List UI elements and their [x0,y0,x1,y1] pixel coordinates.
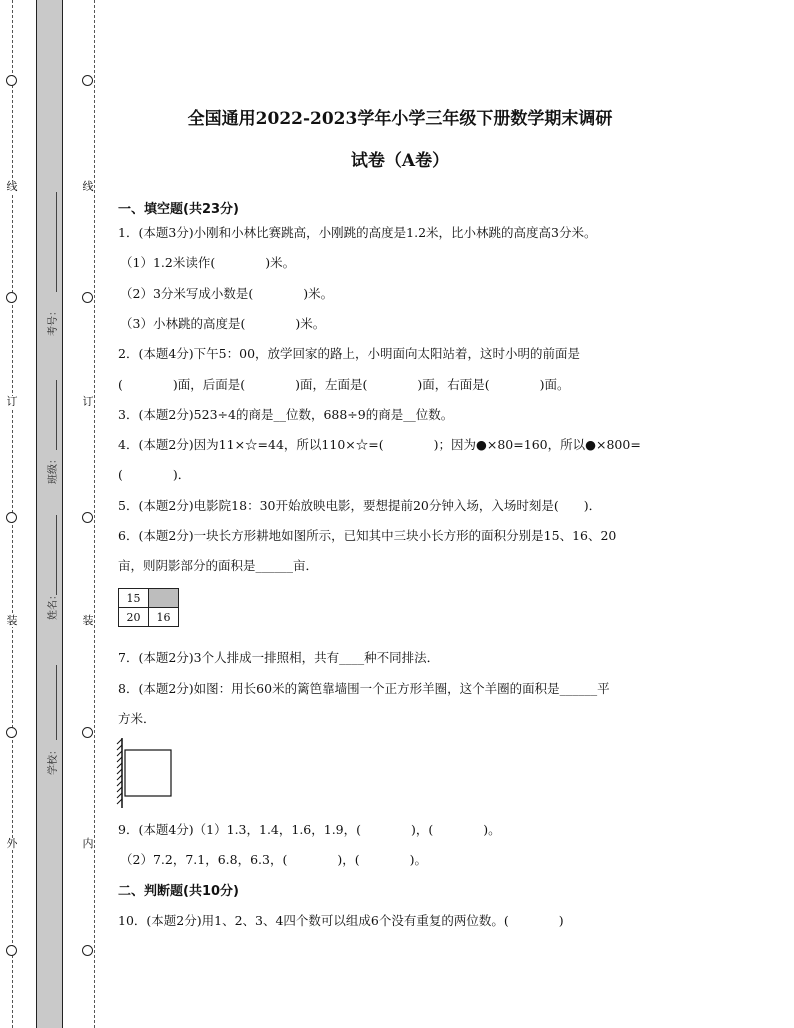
question-line: 4．(本题2分)因为11×☆=44，所以110×☆=( )；因为●×80=160，所以●×800= [118,437,641,452]
margin-char-ding-inner: 订 [82,395,94,408]
binding-hole [82,727,93,738]
field-label-kaohao: 考号： [48,306,59,336]
binding-hole [6,727,17,738]
question-line: 10．(本题2分)用1、2、3、4四个数可以组成6个没有重复的两位数。( ) [118,913,564,928]
question-line: （3）小林跳的高度是( )米。 [120,316,326,331]
question-line: 6．(本题2分)一块长方形耕地如图所示，已知其中三块小长方形的面积分别是15、16、20 [118,528,617,543]
margin-char-xian-outer: 线 [6,180,18,193]
question-line: （2）3分米写成小数是( )米。 [120,286,334,301]
question-line: （2）7.2，7.1，6.8，6.3，( )，( )。 [120,852,427,867]
margin-char-zhuang-inner: 装 [82,614,94,627]
margin-char-xian-inner: 线 [82,180,94,193]
section-heading-fill-blank: 一、填空题(共23分) [118,202,239,217]
binding-hole [6,75,17,86]
strip-border-right [62,0,63,1028]
question-line: ( )面，后面是( )面，左面是( )面，右面是( )面。 [118,377,570,392]
question-line: （1）1.2米读作( )米。 [120,255,296,270]
question-line: 1．(本题3分)小刚和小林比赛跳高，小刚跳的高度是1.2米，比小林跳的高度高3分米。 [118,225,597,240]
margin-char-nei-inner: 内 [82,837,94,850]
fence-wall-figure [116,736,178,810]
field-line-xuexiao[interactable] [56,665,57,740]
field-label-banji: 班级： [48,454,59,484]
exam-title-line1: 全国通用2022-2023学年小学三年级下册数学期末调研 [187,109,613,129]
question-line: 5．(本题2分)电影院18：30开始放映电影，要想提前20分钟入场，入场时刻是( )． [118,498,602,513]
question-line: 9．(本题4分)（1）1.3，1.4，1.6，1.9，( )，( )。 [118,822,501,837]
binding-hole [6,512,17,523]
exam-title-line2: 试卷（A卷） [350,151,450,171]
grid-cell-shaded [149,589,179,608]
binding-hole [82,945,93,956]
margin-char-zhuang-outer: 装 [6,614,18,627]
question-line: ( )． [118,467,191,482]
rectangle-area-figure [118,588,179,627]
margin-char-ding-outer: 订 [6,395,18,408]
field-line-banji[interactable] [56,380,57,450]
field-line-xingming[interactable] [56,515,57,595]
binding-hole [6,945,17,956]
binding-hole [82,292,93,303]
question-line: 亩，则阴影部分的面积是______亩． [118,558,319,573]
binding-hole [82,75,93,86]
question-line: 3．(本题2分)523÷4的商是__位数，688÷9的商是__位数。 [118,407,454,422]
question-line: 方米． [118,711,156,726]
binding-hole [6,292,17,303]
field-label-xuexiao: 学校： [48,745,59,775]
strip-border-left [36,0,37,1028]
field-line-kaohao[interactable] [56,192,57,292]
binding-strip [36,0,62,1028]
grid-cell-bottom-right: 16 [149,608,179,627]
grid-cell-bottom-left: 20 [119,608,149,627]
margin-char-wai-outer: 外 [6,837,18,850]
question-line: 2．(本题4分)下午5：00，放学回家的路上，小明面向太阳站着，这时小明的前面是 [118,346,581,361]
field-label-xingming: 姓名： [48,590,59,620]
inner-dashed-line [94,0,95,1028]
grid-cell-top-left: 15 [119,589,149,608]
section-heading-true-false: 二、判断题(共10分) [118,884,239,899]
question-line: 7．(本题2分)3个人排成一排照相，共有____种不同排法． [118,650,440,665]
binding-hole [82,512,93,523]
question-line: 8．(本题2分)如图：用长60米的篱笆靠墙围一个正方形羊圈，这个羊圈的面积是______平 [118,681,610,696]
